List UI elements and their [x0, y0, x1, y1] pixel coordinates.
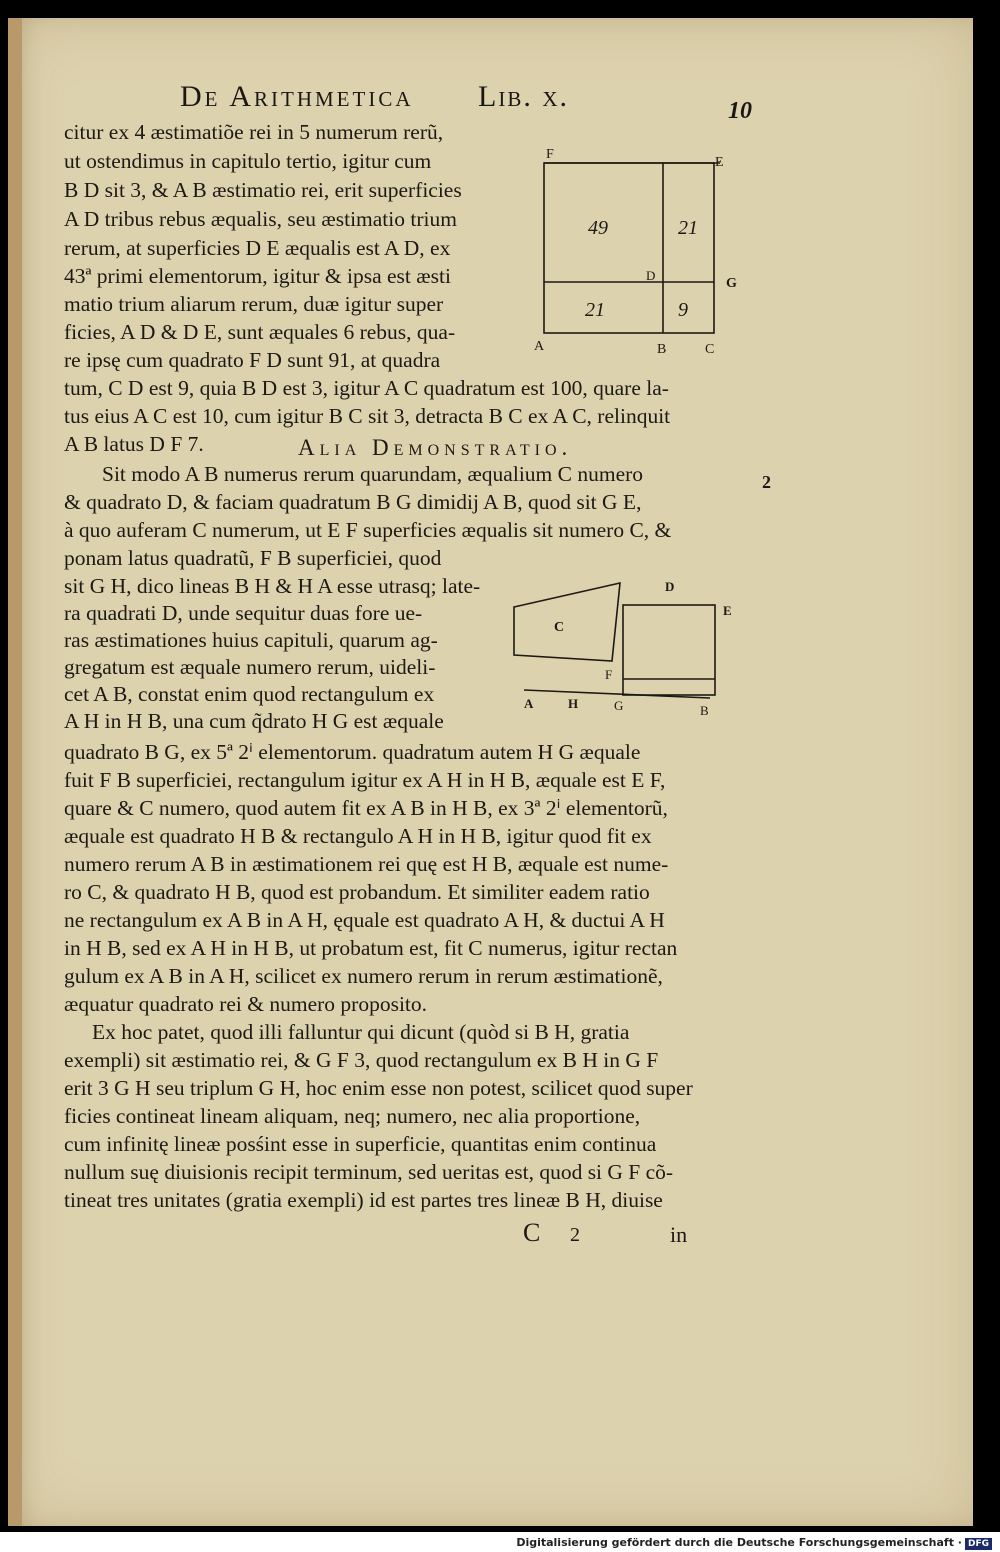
catchword: in	[670, 1222, 688, 1247]
text-line: ut ostendimus in capitulo tertio, igitur cum	[64, 149, 432, 173]
figure-gnomon-diagram	[510, 575, 750, 718]
text-line: ne rectangulum ex A B in A H, ęquale est quadrato A H, & ductui A H	[64, 908, 665, 932]
outer-square	[544, 163, 714, 333]
figure1-label-D: D	[646, 268, 656, 283]
text-line: A H in H B, una cum q̃drato H G est æquale	[64, 709, 444, 733]
square-GE	[623, 605, 715, 695]
figure2-label-D: D	[665, 579, 675, 594]
figure1-cell-21-bottom: 21	[585, 299, 605, 321]
text-line: citur ex 4 æstimatiõe rei in 5 numerum rerũ,	[64, 120, 444, 144]
text-line: æquatur quadrato rei & numero proposito.	[64, 992, 428, 1016]
text-line: gregatum est æquale numero rerum, uideli-	[64, 655, 436, 679]
text-line: Sit modo A B numerus rerum quarundam, æqualium C numero	[102, 462, 644, 486]
figure2-label-G: G	[614, 698, 624, 713]
figure1-label-G: G	[726, 276, 737, 291]
footer-funding-note	[516, 1536, 992, 1550]
signature-number: 2	[570, 1224, 580, 1246]
text-line: ra quadrati D, unde sequitur duas fore ue-	[64, 601, 423, 625]
figure1-label-C: C	[705, 342, 715, 357]
running-title: De Arithmetica	[180, 80, 414, 113]
folio-number: 10	[728, 98, 752, 124]
text-line: fuit F B superficiei, rectangulum igitur ex A H in H B, æquale est E F,	[64, 768, 666, 792]
figure2-label-E: E	[723, 603, 732, 618]
text-line: gulum ex A B in A H, scilicet ex numero rerum in rerum æstimationẽ,	[64, 964, 663, 988]
text-line: in H B, sed ex A H in H B, ut probatum est, fit C numerus, igitur rectan	[64, 936, 678, 960]
figure1-label-A: A	[534, 339, 545, 354]
text-line: re ipsę cum quadrato F D sunt 91, at quadra	[64, 348, 441, 372]
text-line: rerum, at superficies D E æqualis est A D, ex	[64, 236, 451, 260]
figure1-cell-21-top: 21	[678, 217, 698, 239]
figure2-label-F: F	[605, 667, 613, 682]
text-line: numero rerum A B in æstimationem rei quę est H B, æquale est nume-	[64, 852, 669, 876]
text-line: B D sit 3, & A B æstimatio rei, erit superficies	[64, 178, 462, 202]
figure-square-diagram	[530, 145, 750, 360]
signature-letter: C	[523, 1218, 541, 1247]
polygon-C	[514, 583, 620, 661]
figure1-cell-9: 9	[678, 299, 688, 321]
text-line: sit G H, dico lineas B H & H A esse utrasq; late-	[64, 574, 481, 598]
text-line: æquale est quadrato H B & rectangulo A H in H B, igitur quod fit ex	[64, 824, 652, 848]
figure1-label-F: F	[546, 147, 554, 162]
text-line: 43ª primi elementorum, igitur & ipsa est æsti	[64, 264, 451, 288]
text-line: nullum suę diuisionis recipit terminum, sed ueritas est, quod si G F cõ-	[64, 1160, 674, 1184]
text-line: tus eius A C est 10, cum igitur B C sit 3, detracta B C ex A C, relinquit	[64, 404, 671, 428]
text-line: tineat tres unitates (gratia exempli) id est partes tres lineæ B H, diuise	[64, 1188, 663, 1212]
figure1-label-E: E	[715, 155, 724, 170]
text-line: erit 3 G H seu triplum G H, hoc enim esse non potest, scilicet quod super	[64, 1076, 693, 1100]
text-line: A B latus D F 7.	[64, 432, 204, 456]
text-line: tum, C D est 9, quia B D est 3, igitur A C quadratum est 100, quare la-	[64, 376, 669, 400]
text-line: A D tribus rebus æqualis, seu æstimatio trium	[64, 207, 457, 231]
figure2-label-H: H	[568, 696, 579, 711]
text-line: quadrato B G, ex 5ª 2ⁱ elementorum. quadratum autem H G æquale	[64, 740, 641, 764]
line-AB	[524, 690, 710, 698]
text-line: matio trium aliarum rerum, duæ igitur super	[64, 292, 444, 316]
text-line: & quadrato D, & faciam quadratum B G dimidij A B, quod sit G E,	[64, 490, 642, 514]
text-line: quare & C numero, quod autem fit ex A B in H B, ex 3ª 2ⁱ elementorũ,	[64, 796, 668, 820]
margin-number: 2	[762, 472, 771, 492]
page-spine-edge	[8, 18, 22, 1526]
footer-text: Digitalisierung gefördert durch die Deutsche Forschungsgemeinschaft ·	[516, 1536, 962, 1549]
text-line: ficies contineat lineam aliquam, neq; numero, nec alia proportione,	[64, 1104, 641, 1128]
text-line: ficies, A D & D E, sunt æquales 6 rebus, qua-	[64, 320, 456, 344]
text-line: cum infinitę lineæ posśint esse in superficie, quantitas enim continua	[64, 1132, 657, 1156]
figure1-cell-49: 49	[588, 217, 608, 239]
text-line: exempli) sit æstimatio rei, & G F 3, quod rectangulum ex B H in G F	[64, 1048, 659, 1072]
text-line: ro C, & quadrato H B, quod est probandum. Et similiter eadem ratio	[64, 880, 650, 904]
text-line: ras æstimationes huius capituli, quarum ag-	[64, 628, 438, 652]
text-line: ponam latus quadratũ, F B superficiei, quod	[64, 546, 442, 570]
figure1-label-B: B	[657, 342, 667, 357]
dfg-logo: DFG	[965, 1538, 992, 1550]
text-line: Ex hoc patet, quod illi falluntur qui dicunt (quòd si B H, gratia	[92, 1020, 630, 1044]
figure2-label-A: A	[524, 696, 534, 711]
text-line: cet A B, constat enim quod rectangulum ex	[64, 682, 435, 706]
section-heading: Alia Demonstratio.	[298, 435, 573, 460]
text-line: à quo auferam C numerum, ut E F superficies æqualis sit numero C, &	[64, 518, 672, 542]
figure2-label-C: C	[554, 620, 565, 635]
chapter-label: Lib. x.	[478, 80, 569, 113]
figure2-label-B: B	[700, 703, 709, 718]
